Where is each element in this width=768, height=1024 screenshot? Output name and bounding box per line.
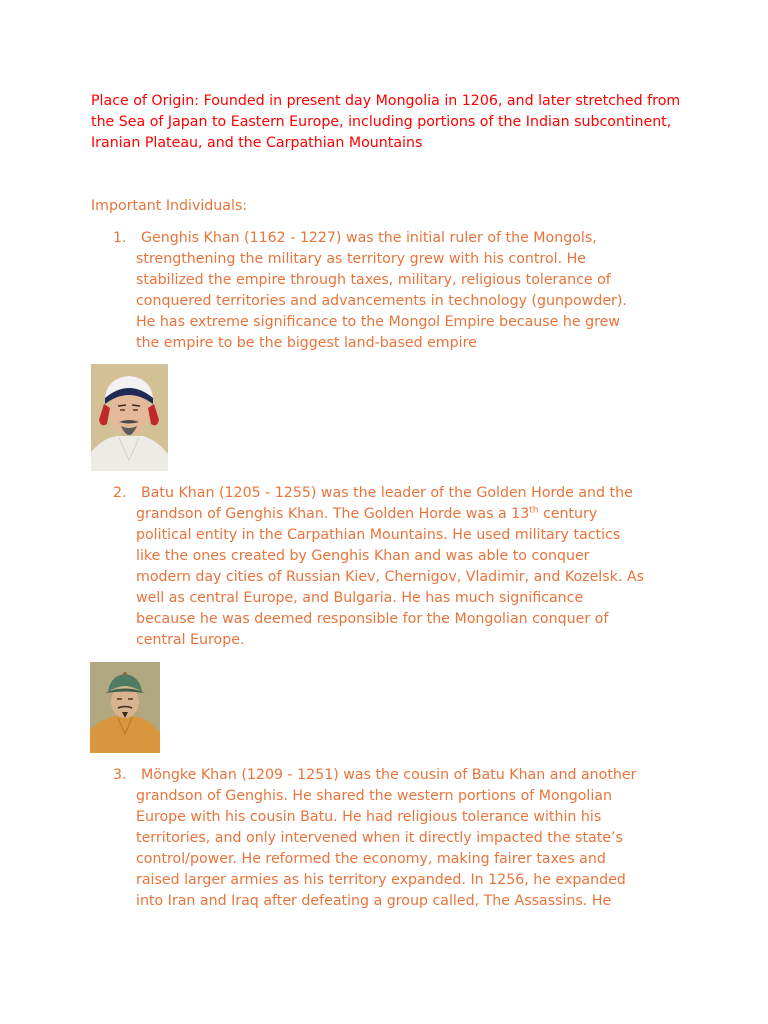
text-segment: century [538,506,598,522]
list-item-genghis-khan [91,228,691,354]
text-line: like the ones created by Genghis Khan and was able to conquer [136,548,590,564]
text-line: Möngke Khan (1209 - 1251) was the cousin of Batu Khan and another [141,767,637,783]
text-line: into Iran and Iraq after defeating a group called, The Assassins. He [136,893,612,909]
text-line: conquered territories and advancements in technology (gunpowder). [136,293,627,309]
text-line: central Europe. [136,632,245,648]
text-segment: grandson of Genghis Khan. The Golden Horde was a 13 [136,506,530,522]
text-line: He has extreme significance to the Mongol Empire because he grew [136,314,621,330]
text-line: the empire to be the biggest land-based empire [136,335,477,351]
list-number: 2. [113,485,127,501]
list-number: 1. [113,230,127,246]
list-item-batu-khan [91,483,691,651]
text-line: Batu Khan (1205 - 1255) was the leader of the Golden Horde and the [141,485,633,501]
text-line: Europe with his cousin Batu. He had religious tolerance within his [136,809,602,825]
batu-khan-portrait [90,662,160,753]
place-of-origin-paragraph: Place of Origin: Founded in present day Mongolia in 1206, and later stretched from the Sea of Japan to Eastern Europe, including portions of the Indian subcontinent, Iranian Plateau, and the Carpathian Mountains [91,93,681,151]
text-line: because he was deemed responsible for the Mongolian conquer of [136,611,609,627]
important-individuals-heading: Important Individuals: [91,198,248,214]
text-line: political entity in the Carpathian Mountains. He used military tactics [136,527,621,543]
list-item-mongke-khan [91,765,691,912]
text-line: modern day cities of Russian Kiev, Chernigov, Vladimir, and Kozelsk. As [136,569,644,585]
text-line: stabilized the empire through taxes, military, religious tolerance of [136,272,611,288]
text-line: Genghis Khan (1162 - 1227) was the initial ruler of the Mongols, [141,230,597,246]
text-line: raised larger armies as his territory expanded. In 1256, he expanded [136,872,626,888]
list-number: 3. [113,767,127,783]
text-line: grandson of Genghis. He shared the western portions of Mongolian [136,788,612,804]
genghis-khan-portrait [91,364,168,471]
text-line: territories, and only intervened when it directly impacted the state’s [136,830,623,846]
superscript: th [529,505,539,516]
text-line: strengthening the military as territory grew with his control. He [136,251,586,267]
text-line: control/power. He reformed the economy, making fairer taxes and [136,851,606,867]
text-line: well as central Europe, and Bulgaria. He has much significance [136,590,584,606]
text-line [136,504,691,525]
